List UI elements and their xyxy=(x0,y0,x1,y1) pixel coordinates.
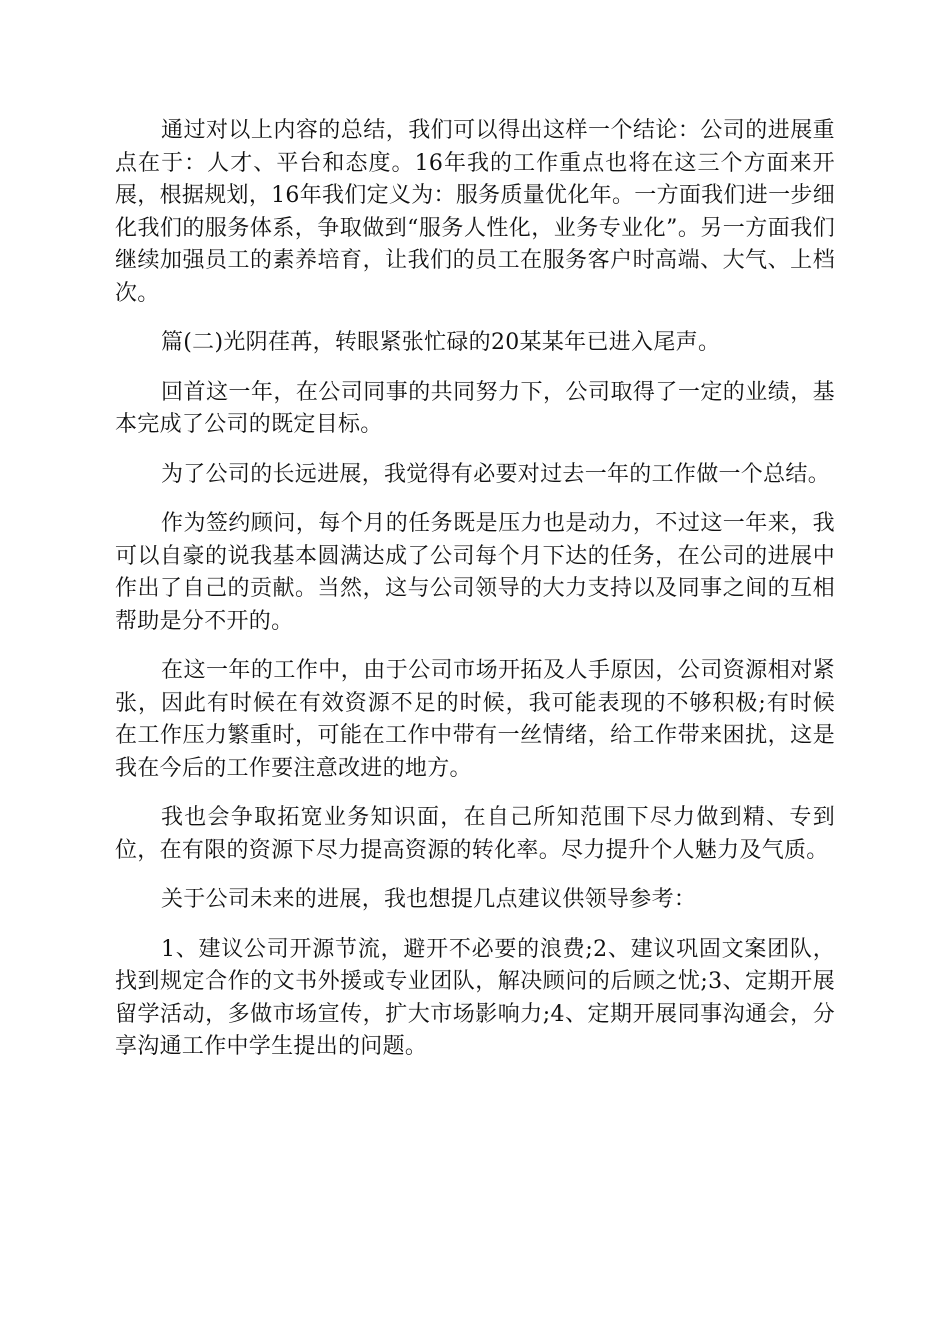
paragraph-suggestions-list: 1、建议公司开源节流，避开不必要的浪费;2、建议巩固文案团队，找到规定合作的文书外援或专业团队，解决顾问的后顾之忧;3、定期开展留学活动，多做市场宣传，扩大市场影响力;4、定期开展同事沟通会，分享沟通工作中学生提出的问题。 xyxy=(115,936,835,1059)
paragraph-year-review: 回首这一年，在公司同事的共同努力下，公司取得了一定的业绩，基本完成了公司的既定目标。 xyxy=(115,379,835,437)
document-body xyxy=(115,115,835,1081)
paragraph-summary-conclusion: 通过对以上内容的总结，我们可以得出这样一个结论：公司的进展重点在于：人才、平台和态度。16年我的工作重点也将在这三个方面来开展，根据规划，16年我们定义为：服务质量优化年。一方面我们进一步细化我们的服务体系，争取做到“服务人性化，业务专业化”。另一方面我们继续加强员工的素养培育，让我们的员工在服务客户时高端、大气、上档次。 xyxy=(115,118,835,306)
paragraph-self-improvement: 我也会争取拓宽业务知识面，在自己所知范围下尽力做到精、专到位，在有限的资源下尽力提高资源的转化率。尽力提升个人魅力及气质。 xyxy=(115,805,835,863)
paragraph-suggestions-intro: 关于公司未来的进展，我也想提几点建议供领导参考： xyxy=(161,887,697,912)
paragraph-part-two-opening: 篇(二)光阴荏苒，转眼紧张忙碌的20某某年已进入尾声。 xyxy=(161,330,721,355)
paragraph-summary-purpose: 为了公司的长远进展，我觉得有必要对过去一年的工作做一个总结。 xyxy=(161,461,831,487)
paragraph-shortcomings: 在这一年的工作中，由于公司市场开拓及人手原因，公司资源相对紧张，因此有时候在有效资源不足的时候，我可能表现的不够积极;有时候在工作压力繁重时，可能在工作中带有一丝情绪，给工作带来困扰，这是我在今后的工作要注意改进的地方。 xyxy=(115,658,835,781)
paragraph-consultant-tasks: 作为签约顾问，每个月的任务既是压力也是动力，不过这一年来，我可以自豪的说我基本圆满达成了公司每个月下达的任务，在公司的进展中作出了自己的贡献。当然，这与公司领导的大力支持以及同事之间的互相帮助是分不开的。 xyxy=(115,511,835,634)
